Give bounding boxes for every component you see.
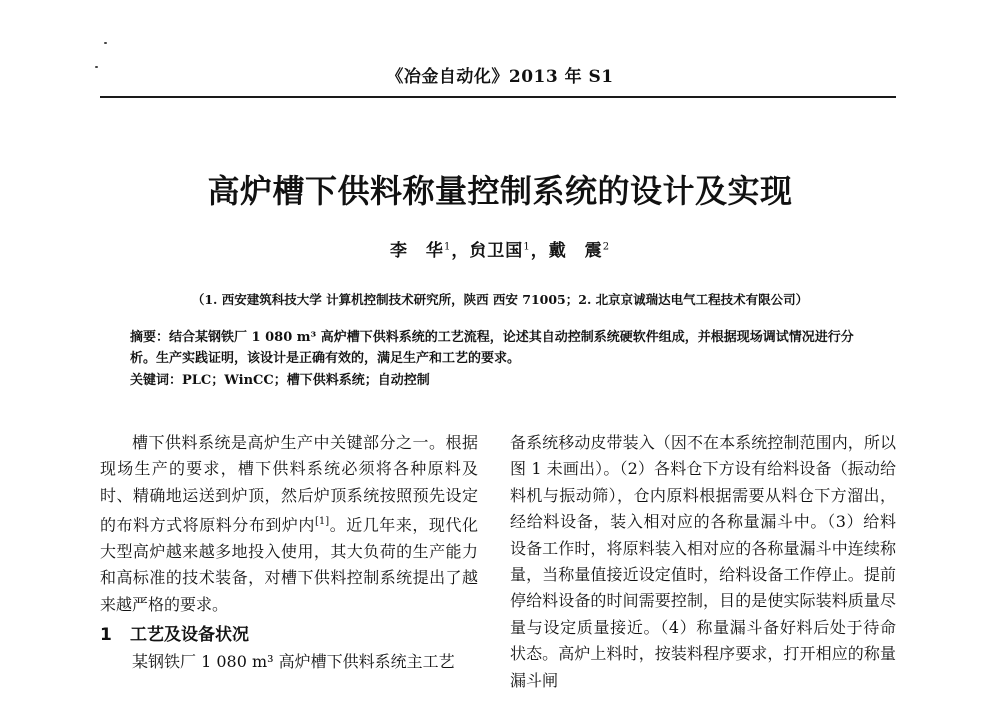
intro-text-continued: 。近几年来，现代化大型高炉越来越多地投入使用，其大负荷的生产能力和高标准的技术装备，对槽下供料控制系统提出了越来越严格的要求。 [100,515,478,614]
intro-paragraph [100,430,478,618]
abstract-text: 结合某钢铁厂 1 080 m³ 高炉槽下供料系统的工艺流程，论述其自动控制系统硬软件组成，并根据现场调试情况进行分析。生产实践证明，该设计是正确有效的，满足生产和工艺的要求。 [130,330,854,366]
header-rule [100,96,896,98]
author-affiliation-mark: 1 [443,241,452,253]
author-name: 戴 震 [548,241,603,261]
intro-text: 槽下供料系统是高炉生产中关键部分之一。根据现场生产的要求，槽下供料系统必须将各种原料及时、精确地运送到炉顶，然后炉顶系统按照预先设定的布料方式将原料分布到炉内 [100,433,478,535]
scan-speck [104,42,107,44]
author-separator: ， [451,241,470,261]
right-column [510,430,896,694]
section-number: 1 [100,625,112,646]
citation-ref: [1] [314,516,330,528]
scan-speck [95,66,98,68]
author-affiliation-mark: 2 [602,241,611,253]
author-name: 李 华 [389,241,444,261]
keywords-label: 关键词： [130,373,183,388]
author-name: 贠卫国 [469,241,524,261]
section-paragraph: 某钢铁厂 1 080 m³ 高炉槽下供料系统主工艺 [132,652,455,672]
journal-header: 《冶金自动化》2013 年 S1 [386,67,614,87]
keywords-text: PLC；WinCC；槽下供料系统；自动控制 [182,373,430,388]
author-separator: ， [530,241,549,261]
left-column [100,430,478,676]
abstract [130,327,870,369]
paper-title: 高炉槽下供料称量控制系统的设计及实现 [207,172,793,210]
affiliation: （1. 西安建筑科技大学 计算机控制技术研究所，陕西 西安 71005；2. 北京京诚瑞达电气工程技术有限公司） [191,292,809,307]
section-heading [100,621,478,649]
author-line [100,236,900,261]
author-affiliation-mark: 1 [523,241,531,253]
abstract-label: 摘要： [130,330,170,345]
keywords [130,370,870,391]
section-title: 工艺及设备状况 [130,625,249,646]
process-paragraph: 备系统移动皮带装入（因不在本系统控制范围内，所以图 1 未画出）。（2）各料仓下方设有给料设备（振动给料机与振动筛），仓内原料根据需要从料仓下方溜出，经给料设备，装入相对应的各称量漏斗中。（3）给料设备工作时，将原料装入相对应的各称量漏斗中连续称量，当称量值接近设定值时，给料设备工作停止。提前停给料设备的时间需要控制，目的是使实际装料质量尽量与设定质量接近。（4）称量漏斗备好料后处于待命状态。高炉上料时，按装料程序要求，打开相应的称量漏斗闸 [510,433,896,690]
